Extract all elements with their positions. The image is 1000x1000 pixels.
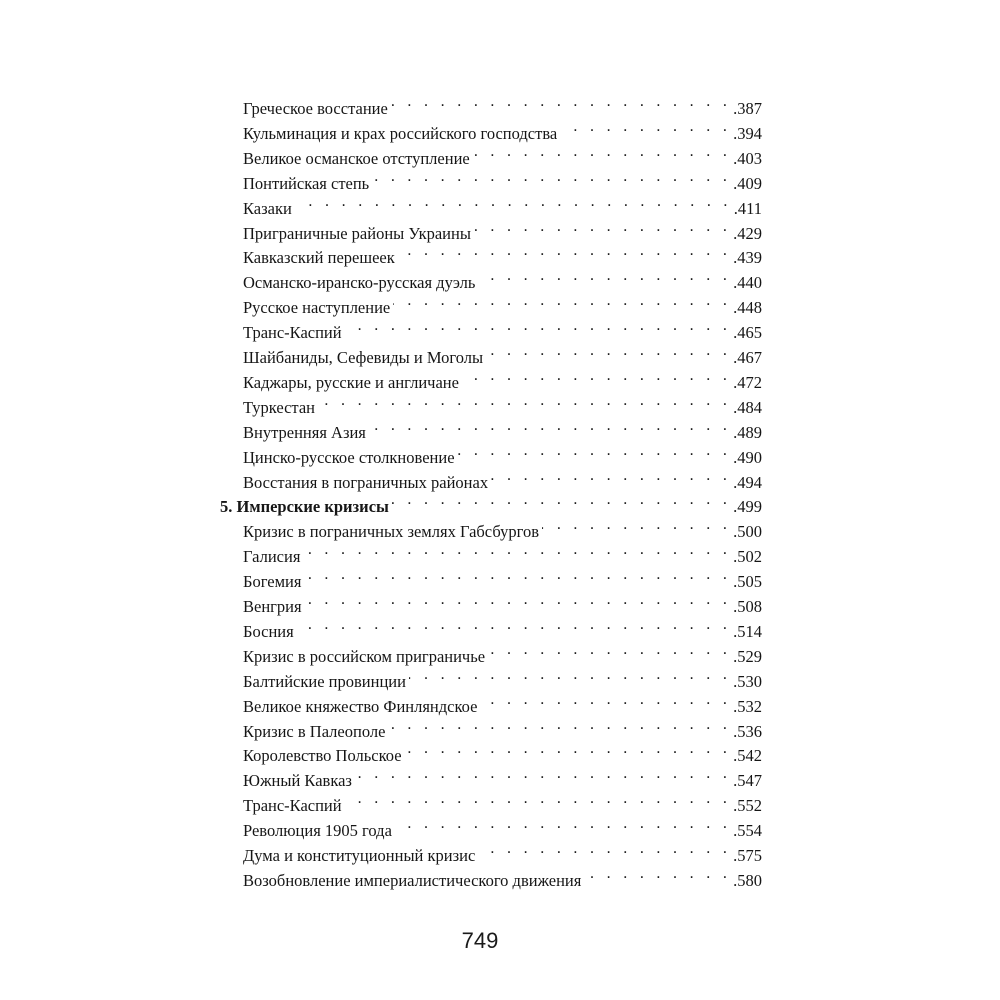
toc-entry-page: .536 [733, 721, 762, 741]
dot-leader [478, 264, 731, 288]
dot-leader [395, 812, 731, 836]
toc-entry-page: .575 [733, 846, 762, 865]
dot-leader [405, 737, 732, 761]
toc-entry-page: .429 [733, 223, 762, 243]
dot-leader [473, 140, 731, 164]
toc-entry-title: Возобновление империалистического движения [243, 870, 582, 890]
dot-leader [480, 688, 731, 712]
toc-entry-page: .554 [733, 821, 762, 841]
dot-leader [474, 215, 731, 239]
toc-entry [243, 215, 762, 243]
dot-leader [393, 289, 731, 313]
toc-entry [243, 513, 762, 542]
toc-entry-title: Транс-Каспий [243, 796, 342, 816]
toc-entry-title: Южный Кавказ [243, 771, 352, 791]
toc-entry [243, 289, 762, 318]
dot-leader [398, 239, 731, 263]
toc-entry [243, 563, 762, 592]
dot-leader [318, 389, 731, 413]
dot-leader [372, 165, 731, 189]
toc-entry [243, 389, 762, 417]
toc-entry-page: .494 [733, 472, 762, 492]
dot-leader [388, 713, 731, 737]
toc-entry-title: Транс-Каспий [243, 323, 342, 343]
toc-entry-page: .502 [733, 547, 762, 567]
toc-entry [243, 190, 762, 218]
toc-entry-title: Казаки [243, 198, 292, 218]
toc-entry-title: Шайбаниды, Сефевиды и Моголы [243, 348, 484, 367]
toc-entry [243, 737, 762, 766]
toc-entry-page: .467 [733, 348, 762, 367]
toc-entry [243, 264, 762, 293]
toc-entry-title: Внутренняя Азия [243, 422, 366, 442]
page-number: 749 [461, 928, 499, 953]
toc-entry-page: .489 [733, 422, 762, 442]
toc-entry [243, 90, 762, 118]
toc-entry-title: Королевство Польское [243, 746, 402, 766]
toc-entry-title: Туркестан [243, 397, 315, 417]
toc-entry-page: .500 [733, 522, 762, 542]
dot-leader [458, 439, 732, 463]
dot-leader [409, 663, 731, 687]
toc-entry-page: .484 [733, 397, 762, 417]
dot-leader [462, 364, 731, 388]
toc-entry-page: .387 [733, 99, 762, 118]
toc-entry-page: .580 [733, 870, 762, 890]
toc-entry [243, 638, 762, 666]
dot-leader [560, 115, 731, 139]
toc-entry [243, 613, 762, 641]
dot-leader [391, 90, 731, 114]
toc-entry [243, 140, 762, 168]
toc-entry-page: .508 [733, 597, 762, 616]
dot-leader [369, 414, 731, 438]
toc-entry [243, 439, 762, 467]
toc-entry-title: Русское наступление [243, 298, 391, 318]
toc-entry-page: .547 [733, 771, 762, 791]
toc-entry-page: .530 [733, 671, 762, 691]
toc-entry-title: Приграничные районы Украины [243, 223, 471, 243]
toc-entry-page: .552 [733, 796, 762, 816]
toc-entry-page: .411 [733, 198, 762, 218]
toc-entry-page: .472 [733, 372, 762, 392]
toc-entry [243, 538, 762, 567]
toc-entry [243, 115, 762, 143]
toc-entry-title: Галисия [243, 547, 301, 567]
toc-entry-title: Дума и конституционный кризис [243, 846, 476, 865]
toc-entry-title: Понтийская степь [243, 173, 370, 193]
toc-entry-title: Кульминация и крах российского господства [243, 123, 558, 143]
toc-entry [243, 787, 762, 816]
toc-entry [243, 688, 762, 716]
dot-leader [345, 314, 732, 338]
toc-entry-title: Каджары, русские и англичане [243, 372, 459, 392]
toc-entry-title: Богемия [243, 572, 302, 592]
toc-entry [243, 762, 762, 791]
dot-leader [303, 538, 731, 562]
dot-leader [486, 339, 731, 363]
toc-entry [243, 339, 762, 367]
toc-entry-title: Кризис в российском приграничье [243, 646, 486, 666]
dot-leader [305, 588, 732, 612]
toc-entry [243, 663, 762, 691]
dot-leader [491, 464, 731, 488]
toc-entry-page: .409 [733, 173, 762, 193]
toc-entry-title: Великое княжество Финляндское [243, 696, 478, 716]
toc-entry-title: Великое османское отступление [243, 148, 470, 168]
toc-entry-page: .403 [733, 148, 762, 168]
toc-entry-title: Революция 1905 года [243, 821, 392, 841]
dot-leader [304, 563, 731, 587]
toc-entry [243, 314, 762, 343]
toc-entry [243, 165, 762, 193]
toc-entry-title: Османско-иранско-русская дуэль [243, 273, 476, 293]
toc-entry-page: .542 [733, 746, 762, 766]
dot-leader [542, 513, 731, 537]
toc-entry-page: .448 [733, 298, 762, 318]
toc-entry-title: Балтийские провинции [243, 671, 406, 691]
toc-entry-page: .514 [733, 621, 762, 641]
toc-entry [243, 364, 762, 392]
toc-entry-page: .505 [733, 572, 762, 592]
toc-entry [243, 464, 762, 492]
toc-entry-page: .394 [733, 123, 762, 143]
toc-entry-page: .490 [733, 447, 762, 467]
toc-entry [243, 588, 762, 616]
toc-entry-title: Венгрия [243, 597, 302, 616]
toc-entry-title: Кризис в Палеополе [243, 721, 386, 741]
toc-entry [243, 837, 762, 865]
toc-entry-page: .465 [733, 323, 762, 343]
toc-entry-title: 5. Имперские кризисы [220, 497, 389, 517]
toc-entry-page: .499 [733, 497, 762, 517]
toc-entry-page: .439 [733, 248, 762, 268]
toc-entry-page: .529 [733, 646, 762, 666]
toc-entry-title: Восстания в пограничных районах [243, 472, 489, 492]
toc-entry [243, 239, 762, 268]
toc-entry [243, 414, 762, 442]
toc-entry-title: Греческое восстание [243, 99, 388, 118]
toc-entry-page: .532 [733, 696, 762, 716]
dot-leader [478, 837, 731, 861]
dot-leader [297, 613, 731, 637]
toc-entry-title: Цинско-русское столкновение [243, 447, 455, 467]
toc-entry-title: Босния [243, 621, 294, 641]
toc-entry-title: Кавказский перешеек [243, 248, 395, 268]
dot-leader [392, 488, 731, 512]
toc-entry [243, 713, 762, 741]
toc-entry-title: Кризис в пограничных землях Габсбургов [243, 522, 539, 542]
dot-leader [345, 787, 732, 811]
toc-entry-page: .440 [733, 273, 762, 293]
dot-leader [355, 762, 731, 786]
toc-entry [243, 812, 762, 841]
dot-leader [295, 190, 732, 214]
dot-leader [488, 638, 731, 662]
dot-leader [584, 862, 731, 886]
toc-entry [243, 862, 762, 890]
toc-chapter-entry [220, 488, 762, 517]
